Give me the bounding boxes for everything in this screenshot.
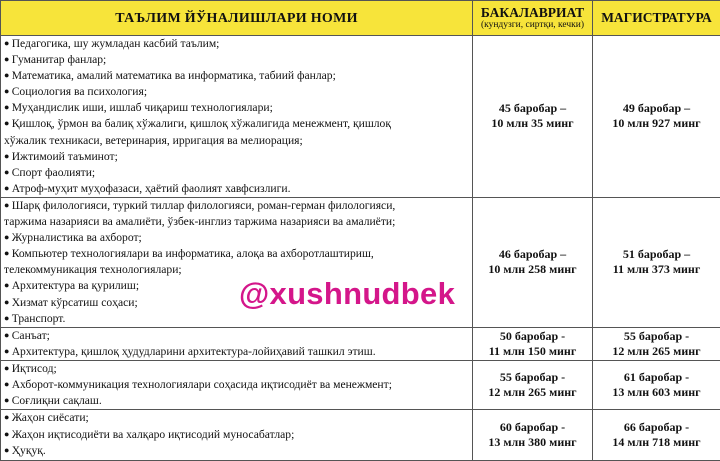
direction-item: телекоммуникация технологиялари; [4, 262, 472, 278]
direction-item: ● Жаҳон сиёсати; [4, 410, 472, 426]
master-fee-line: 51 баробар – [593, 247, 720, 262]
master-fee-line: 55 баробар - [593, 329, 720, 344]
direction-item: ● Ахборот-коммуникация технологиялари соҳасида иқтисодиёт ва менежмент; [4, 377, 472, 393]
master-fee-cell [593, 327, 720, 360]
direction-item: ● Соғлиқни сақлаш. [4, 393, 472, 409]
direction-item: ● Журналистика ва ахборот; [4, 230, 472, 246]
table-header-row [1, 1, 720, 36]
bachelor-fee-line: 10 млн 35 минг [473, 116, 592, 131]
bachelor-fee-line: 12 млн 265 минг [473, 385, 592, 400]
master-fee-line: 13 млн 603 минг [593, 385, 720, 400]
bachelor-fee-line: 45 баробар – [473, 101, 592, 116]
direction-item: ● Спорт фаолияти; [4, 165, 472, 181]
master-fee-line: 66 баробар - [593, 420, 720, 435]
bachelor-fee-cell [473, 197, 593, 327]
table-row [1, 327, 720, 360]
directions-cell [1, 327, 473, 360]
master-fee-line: 12 млн 265 минг [593, 344, 720, 359]
bachelor-fee-cell [473, 327, 593, 360]
master-fee-cell [593, 197, 720, 327]
direction-item: ● Архитектура, қишлоқ ҳудудларини архитектура-лойиҳавий ташкил этиш. [4, 344, 472, 360]
bachelor-fee-cell [473, 410, 593, 461]
bachelor-fee-cell [473, 361, 593, 410]
direction-item: ● Математика, амалий математика ва информатика, табиий фанлар; [4, 68, 472, 84]
bachelor-fee-line: 10 млн 258 минг [473, 262, 592, 277]
bachelor-fee-line: 46 баробар – [473, 247, 592, 262]
master-fee-cell [593, 410, 720, 461]
direction-item: ● Компьютер технологиялари ва информатика, алоқа ва ахборотлаштириш, [4, 246, 472, 262]
master-fee-line: 14 млн 718 минг [593, 435, 720, 450]
bachelor-fee-line: 13 млн 380 минг [473, 435, 592, 450]
master-fee-line: 11 млн 373 минг [593, 262, 720, 277]
direction-item: ● Ижтимоий таъминот; [4, 149, 472, 165]
directions-cell [1, 410, 473, 461]
header-bachelor-note: (кундузги, сиртқи, кечки) [473, 20, 592, 31]
bachelor-fee-line: 60 баробар - [473, 420, 592, 435]
direction-item: ● Қишлоқ, ўрмон ва балиқ хўжалиги, қишлоқ хўжалигида менежмент, қишлоқ [4, 116, 472, 132]
direction-item: ● Атроф-муҳит муҳофазаси, ҳаётий фаолият хавфсизлиги. [4, 181, 472, 197]
master-fee-cell [593, 361, 720, 410]
direction-item: ● Гуманитар фанлар; [4, 52, 472, 68]
table-row [1, 361, 720, 410]
master-fee-line: 49 баробар – [593, 101, 720, 116]
table-row [1, 36, 720, 198]
direction-item: ● Транспорт. [4, 311, 472, 327]
direction-item: ● Хизмат кўрсатиш соҳаси; [4, 295, 472, 311]
direction-item: ● Санъат; [4, 328, 472, 344]
direction-item: таржима назарияси ва амалиёти, ўзбек-инглиз таржима назарияси ва амалиёти; [4, 214, 472, 230]
directions-cell [1, 36, 473, 198]
master-fee-line: 10 млн 927 минг [593, 116, 720, 131]
direction-item: ● Педагогика, шу жумладан касбий таълим; [4, 36, 472, 52]
direction-item: хўжалик техникаси, ветеринария, ирригация ва мелиорация; [4, 133, 472, 149]
bachelor-fee-line: 55 баробар - [473, 370, 592, 385]
bachelor-fee-line: 11 млн 150 минг [473, 344, 592, 359]
direction-item: ● Ҳуқуқ. [4, 443, 472, 459]
header-master: МАГИСТРАТУРА [593, 1, 720, 36]
watermark: @xushnudbek [239, 276, 455, 312]
bachelor-fee-line: 50 баробар - [473, 329, 592, 344]
direction-item: ● Социология ва психология; [4, 84, 472, 100]
direction-item: ● Иқтисод; [4, 361, 472, 377]
table-row [1, 410, 720, 461]
direction-item: ● Шарқ филологияси, туркий тиллар филологияси, роман-герман филологияси, [4, 198, 472, 214]
direction-item: ● Архитектура ва қурилиш; [4, 278, 472, 294]
master-fee-line: 61 баробар - [593, 370, 720, 385]
directions-cell [1, 361, 473, 410]
header-directions: ТАЪЛИМ ЙЎНАЛИШЛАРИ НОМИ [1, 1, 473, 36]
master-fee-cell [593, 36, 720, 198]
header-bachelor: БАКАЛАВРИАТ (кундузги, сиртқи, кечки) [473, 1, 593, 36]
direction-item: ● Жаҳон иқтисодиёти ва халқаро иқтисодий муносабатлар; [4, 427, 472, 443]
bachelor-fee-cell [473, 36, 593, 198]
direction-item: ● Муҳандислик иши, ишлаб чиқариш технологиялари; [4, 100, 472, 116]
